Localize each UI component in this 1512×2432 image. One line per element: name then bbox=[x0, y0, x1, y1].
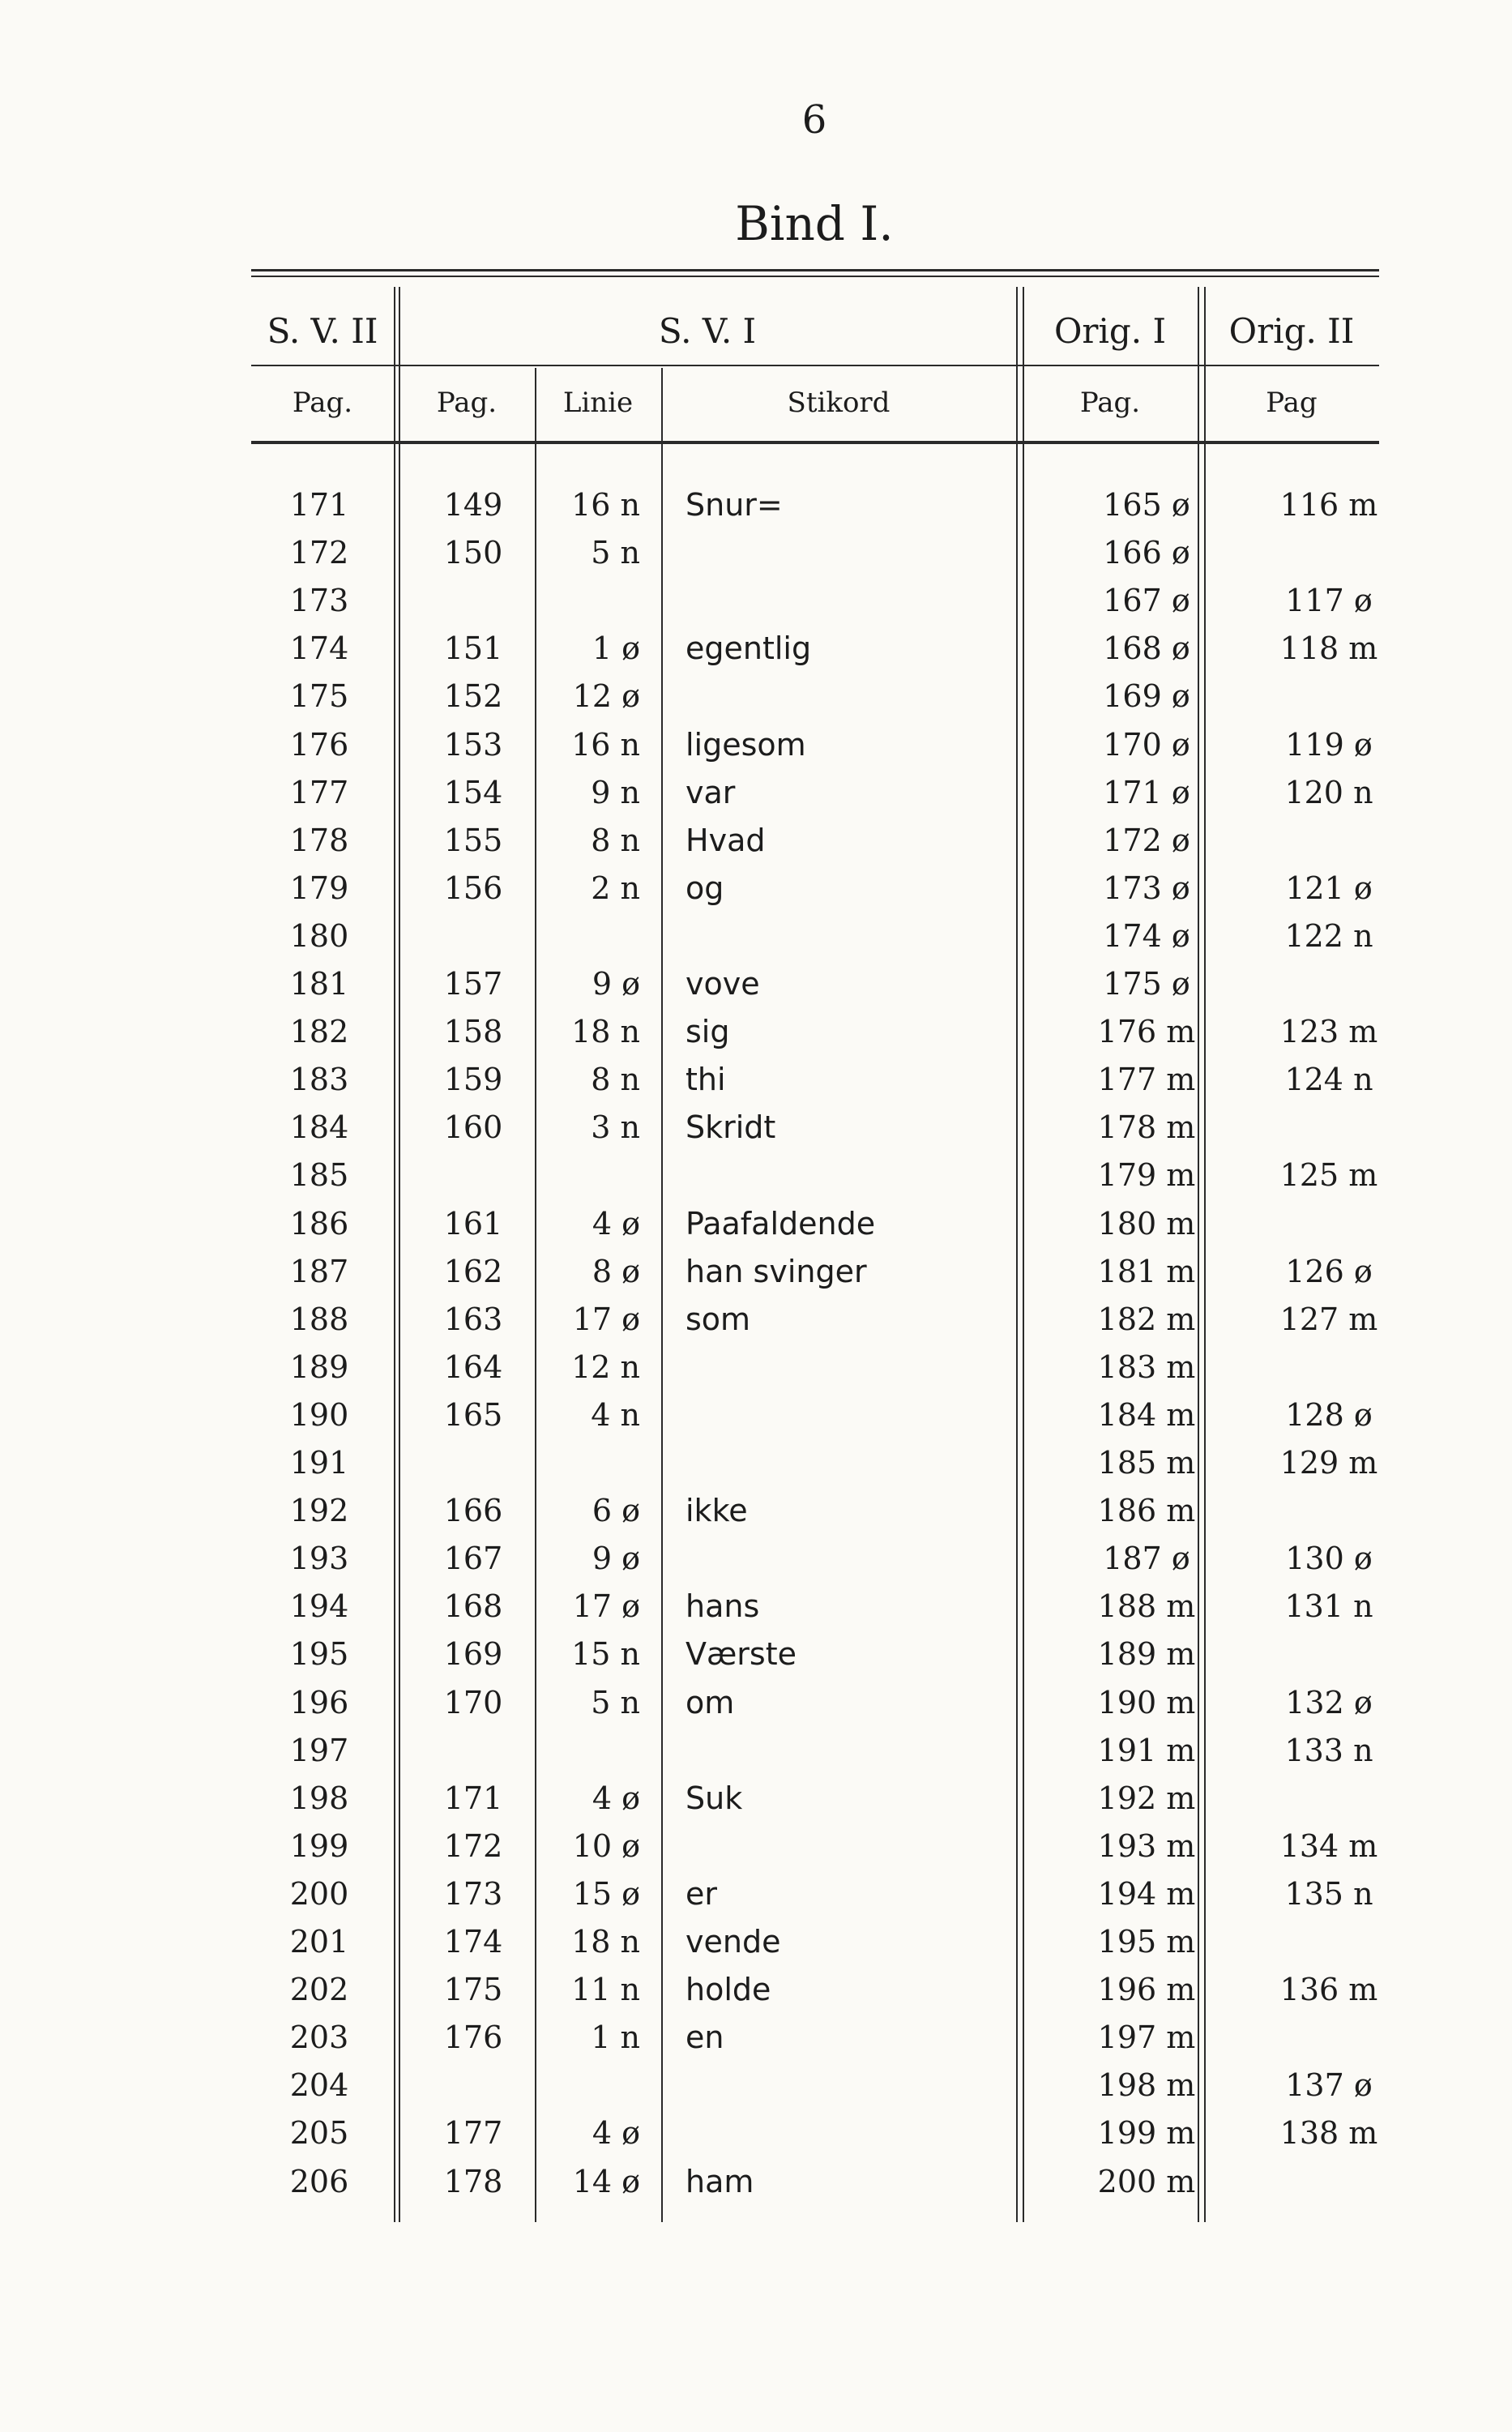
sv2-page-cell: 181 bbox=[289, 966, 349, 1002]
sv2-page-cell: 171 bbox=[289, 487, 349, 523]
orig1-page-cell: 194 m bbox=[1097, 1875, 1196, 1912]
keyword-cell: Hvad bbox=[686, 822, 766, 858]
sv1-page-cell: 160 bbox=[443, 1109, 503, 1146]
sv1-page-cell: 149 bbox=[443, 487, 503, 523]
orig2-page-cell: 118 m bbox=[1279, 630, 1378, 667]
sv2-page-cell: 205 bbox=[289, 2115, 349, 2152]
orig1-page-cell: 187 ø bbox=[1103, 1541, 1190, 1577]
orig2-page-cell: 135 n bbox=[1284, 1875, 1373, 1912]
sv1-page-cell: 165 bbox=[443, 1396, 503, 1433]
sv1-page-cell: 172 bbox=[443, 1827, 503, 1864]
sv2-page-cell: 177 bbox=[289, 774, 349, 810]
keyword-cell: vove bbox=[686, 966, 760, 1002]
orig2-page-cell: 133 n bbox=[1284, 1732, 1373, 1768]
table-row bbox=[251, 1056, 1379, 1104]
orig2-page-cell: 134 m bbox=[1279, 1827, 1378, 1864]
keyword-cell: som bbox=[686, 1301, 751, 1337]
keyword-cell: vende bbox=[686, 1924, 781, 1960]
line-cell: 17 ø bbox=[572, 1588, 640, 1625]
table-row bbox=[251, 1535, 1379, 1583]
orig1-page-cell: 196 m bbox=[1097, 1972, 1196, 2008]
orig1-page-cell: 189 m bbox=[1097, 1636, 1196, 1673]
keyword-cell: ikke bbox=[686, 1493, 748, 1529]
table-row bbox=[251, 1727, 1379, 1775]
sv2-page-cell: 180 bbox=[289, 917, 349, 954]
sv1-page-cell: 168 bbox=[443, 1588, 503, 1625]
orig2-page-cell: 131 n bbox=[1284, 1588, 1373, 1625]
table-row bbox=[251, 817, 1379, 865]
line-cell: 1 ø bbox=[592, 630, 640, 667]
orig1-page-cell: 175 ø bbox=[1103, 966, 1190, 1002]
line-cell: 15 ø bbox=[572, 1875, 640, 1912]
line-cell: 11 n bbox=[571, 1972, 640, 2008]
orig1-page-cell: 167 ø bbox=[1103, 583, 1190, 619]
sv2-page-cell: 186 bbox=[289, 1205, 349, 1242]
keyword-cell: Paafaldende bbox=[686, 1205, 876, 1242]
keyword-cell: sig bbox=[686, 1014, 730, 1050]
orig1-page-cell: 173 ø bbox=[1103, 870, 1190, 906]
orig2-page-cell: 138 m bbox=[1279, 2115, 1378, 2152]
sv2-page-cell: 203 bbox=[289, 2020, 349, 2056]
keyword-cell: Suk bbox=[686, 1780, 743, 1816]
sv1-page-cell: 175 bbox=[443, 1972, 503, 2008]
sv2-page-cell: 196 bbox=[289, 1684, 349, 1720]
orig1-page-cell: 192 m bbox=[1097, 1780, 1196, 1816]
table-row bbox=[251, 577, 1379, 625]
column-header: Pag. bbox=[1079, 387, 1141, 419]
line-cell: 15 n bbox=[571, 1636, 640, 1673]
line-cell: 16 n bbox=[571, 726, 640, 763]
orig1-page-cell: 166 ø bbox=[1103, 535, 1190, 571]
table-row bbox=[251, 1152, 1379, 1199]
keyword-cell: ham bbox=[686, 2163, 754, 2199]
sv2-page-cell: 174 bbox=[289, 630, 349, 667]
table-row bbox=[251, 1296, 1379, 1344]
orig2-page-cell: 121 ø bbox=[1285, 870, 1373, 906]
sv2-page-cell: 188 bbox=[289, 1301, 349, 1337]
table-row bbox=[251, 1631, 1379, 1678]
sv2-page-cell: 183 bbox=[289, 1062, 349, 1098]
table-row bbox=[251, 673, 1379, 720]
sv2-page-cell: 176 bbox=[289, 726, 349, 763]
sv1-page-cell: 173 bbox=[443, 1875, 503, 1912]
table-row bbox=[251, 1248, 1379, 1296]
table-row bbox=[251, 1344, 1379, 1391]
line-cell: 2 n bbox=[591, 870, 640, 906]
group-header: Orig. II bbox=[1228, 311, 1355, 351]
line-cell: 8 ø bbox=[592, 1253, 640, 1289]
orig2-page-cell: 130 ø bbox=[1285, 1541, 1373, 1577]
table-row bbox=[251, 1823, 1379, 1870]
header-divider-rule bbox=[251, 365, 1379, 366]
orig1-page-cell: 170 ø bbox=[1103, 726, 1190, 763]
orig1-page-cell: 180 m bbox=[1097, 1205, 1196, 1242]
sv1-page-cell: 156 bbox=[443, 870, 503, 906]
orig2-page-cell: 136 m bbox=[1279, 1972, 1378, 2008]
concordance-table bbox=[251, 269, 1379, 2222]
sv2-page-cell: 185 bbox=[289, 1157, 349, 1194]
keyword-cell: han svinger bbox=[686, 1253, 867, 1289]
table-row bbox=[251, 1391, 1379, 1439]
keyword-cell: en bbox=[686, 2020, 724, 2056]
orig1-page-cell: 165 ø bbox=[1103, 487, 1190, 523]
table-row bbox=[251, 1679, 1379, 1727]
sv2-page-cell: 179 bbox=[289, 870, 349, 906]
table-row bbox=[251, 481, 1379, 529]
line-cell: 12 ø bbox=[572, 678, 640, 715]
sv1-page-cell: 151 bbox=[443, 630, 503, 667]
column-header: Pag. bbox=[292, 387, 353, 419]
sv2-page-cell: 187 bbox=[289, 1253, 349, 1289]
sv2-page-cell: 206 bbox=[289, 2163, 349, 2199]
orig1-page-cell: 182 m bbox=[1097, 1301, 1196, 1337]
group-header: S. V. II bbox=[267, 311, 378, 351]
sv2-page-cell: 192 bbox=[289, 1493, 349, 1529]
sv2-page-cell: 173 bbox=[289, 583, 349, 619]
column-header: Stikord bbox=[787, 387, 891, 419]
orig1-page-cell: 174 ø bbox=[1103, 917, 1190, 954]
orig1-page-cell: 183 m bbox=[1097, 1348, 1196, 1385]
keyword-cell: var bbox=[686, 774, 736, 810]
orig2-page-cell: 122 n bbox=[1284, 917, 1373, 954]
sv2-page-cell: 178 bbox=[289, 822, 349, 858]
orig2-page-cell: 137 ø bbox=[1285, 2067, 1373, 2104]
orig1-page-cell: 171 ø bbox=[1103, 774, 1190, 810]
orig1-page-cell: 193 m bbox=[1097, 1827, 1196, 1864]
line-cell: 9 ø bbox=[592, 1541, 640, 1577]
table-row bbox=[251, 1008, 1379, 1056]
group-header: Orig. I bbox=[1053, 311, 1167, 351]
table-row bbox=[251, 960, 1379, 1008]
sv1-page-cell: 169 bbox=[443, 1636, 503, 1673]
orig1-page-cell: 185 m bbox=[1097, 1445, 1196, 1481]
sv1-page-cell: 150 bbox=[443, 535, 503, 571]
line-cell: 18 n bbox=[571, 1924, 640, 1960]
sv1-page-cell: 158 bbox=[443, 1014, 503, 1050]
orig2-page-cell: 128 ø bbox=[1285, 1396, 1373, 1433]
orig1-page-cell: 198 m bbox=[1097, 2067, 1196, 2104]
table-row bbox=[251, 865, 1379, 913]
orig2-page-cell: 120 n bbox=[1284, 774, 1373, 810]
sv2-page-cell: 175 bbox=[289, 678, 349, 715]
table-row bbox=[251, 1870, 1379, 1918]
table-row bbox=[251, 625, 1379, 673]
table-row bbox=[251, 2062, 1379, 2109]
orig1-page-cell: 186 m bbox=[1097, 1493, 1196, 1529]
line-cell: 14 ø bbox=[572, 2163, 640, 2199]
keyword-cell: om bbox=[686, 1684, 735, 1720]
orig2-page-cell: 127 m bbox=[1279, 1301, 1378, 1337]
group-header: S. V. I bbox=[658, 311, 757, 351]
page-number: 6 bbox=[801, 97, 827, 143]
sv2-page-cell: 184 bbox=[289, 1109, 349, 1146]
table-row bbox=[251, 1966, 1379, 2014]
orig1-page-cell: 191 m bbox=[1097, 1732, 1196, 1768]
orig2-page-cell: 123 m bbox=[1279, 1014, 1378, 1050]
table-row bbox=[251, 721, 1379, 769]
table-top-rule-thin bbox=[251, 276, 1379, 277]
column-header: Pag bbox=[1266, 387, 1318, 419]
orig1-page-cell: 200 m bbox=[1097, 2163, 1196, 2199]
column-header: Linie bbox=[562, 387, 634, 419]
sv2-page-cell: 189 bbox=[289, 1348, 349, 1385]
keyword-cell: og bbox=[686, 870, 724, 906]
table-row bbox=[251, 1775, 1379, 1823]
orig1-page-cell: 199 m bbox=[1097, 2115, 1196, 2152]
keyword-cell: Snur= bbox=[686, 487, 783, 523]
orig2-page-cell: 125 m bbox=[1279, 1157, 1378, 1194]
sv2-page-cell: 194 bbox=[289, 1588, 349, 1625]
orig1-page-cell: 181 m bbox=[1097, 1253, 1196, 1289]
sv1-page-cell: 177 bbox=[443, 2115, 503, 2152]
keyword-cell: thi bbox=[686, 1062, 726, 1098]
keyword-cell: Værste bbox=[686, 1636, 797, 1673]
line-cell: 8 n bbox=[591, 822, 640, 858]
table-row bbox=[251, 1583, 1379, 1631]
line-cell: 16 n bbox=[571, 487, 640, 523]
volume-title: Bind I. bbox=[735, 196, 894, 251]
orig2-page-cell: 119 ø bbox=[1285, 726, 1373, 763]
table-row bbox=[251, 1918, 1379, 1966]
line-cell: 9 n bbox=[591, 774, 640, 810]
orig1-page-cell: 195 m bbox=[1097, 1924, 1196, 1960]
sv2-page-cell: 201 bbox=[289, 1924, 349, 1960]
sv2-page-cell: 198 bbox=[289, 1780, 349, 1816]
sv2-page-cell: 200 bbox=[289, 1875, 349, 1912]
sv1-page-cell: 157 bbox=[443, 966, 503, 1002]
line-cell: 18 n bbox=[571, 1014, 640, 1050]
line-cell: 5 n bbox=[591, 535, 640, 571]
sv2-page-cell: 199 bbox=[289, 1827, 349, 1864]
table-row bbox=[251, 769, 1379, 817]
table-row bbox=[251, 1104, 1379, 1152]
line-cell: 6 ø bbox=[592, 1493, 640, 1529]
sv1-page-cell: 170 bbox=[443, 1684, 503, 1720]
table-row bbox=[251, 2158, 1379, 2206]
sv1-page-cell: 164 bbox=[443, 1348, 503, 1385]
sv1-page-cell: 154 bbox=[443, 774, 503, 810]
orig1-page-cell: 168 ø bbox=[1103, 630, 1190, 667]
sv1-page-cell: 174 bbox=[443, 1924, 503, 1960]
line-cell: 12 n bbox=[571, 1348, 640, 1385]
sv2-page-cell: 191 bbox=[289, 1445, 349, 1481]
line-cell: 4 ø bbox=[592, 1205, 640, 1242]
line-cell: 17 ø bbox=[572, 1301, 640, 1337]
keyword-cell: er bbox=[686, 1875, 718, 1912]
orig1-page-cell: 169 ø bbox=[1103, 678, 1190, 715]
keyword-cell: egentlig bbox=[686, 630, 812, 667]
sv2-page-cell: 197 bbox=[289, 1732, 349, 1768]
line-cell: 8 n bbox=[591, 1062, 640, 1098]
line-cell: 3 n bbox=[591, 1109, 640, 1146]
orig1-page-cell: 197 m bbox=[1097, 2020, 1196, 2056]
table-top-rule bbox=[251, 269, 1379, 271]
orig1-page-cell: 178 m bbox=[1097, 1109, 1196, 1146]
table-row bbox=[251, 2014, 1379, 2062]
sv2-page-cell: 202 bbox=[289, 1972, 349, 2008]
orig2-page-cell: 117 ø bbox=[1285, 583, 1373, 619]
table-row bbox=[251, 1439, 1379, 1487]
keyword-cell: hans bbox=[686, 1588, 760, 1625]
orig1-page-cell: 176 m bbox=[1097, 1014, 1196, 1050]
line-cell: 5 n bbox=[591, 1684, 640, 1720]
sv1-page-cell: 171 bbox=[443, 1780, 503, 1816]
table-row bbox=[251, 529, 1379, 577]
keyword-cell: holde bbox=[686, 1972, 771, 2008]
keyword-cell: Skridt bbox=[686, 1109, 776, 1146]
sv1-page-cell: 159 bbox=[443, 1062, 503, 1098]
sv1-page-cell: 153 bbox=[443, 726, 503, 763]
orig2-page-cell: 132 ø bbox=[1285, 1684, 1373, 1720]
sv2-page-cell: 193 bbox=[289, 1541, 349, 1577]
orig1-page-cell: 172 ø bbox=[1103, 822, 1190, 858]
orig2-page-cell: 129 m bbox=[1279, 1445, 1378, 1481]
sv1-page-cell: 161 bbox=[443, 1205, 503, 1242]
header-bottom-rule bbox=[251, 441, 1379, 444]
sv2-page-cell: 195 bbox=[289, 1636, 349, 1673]
sv1-page-cell: 162 bbox=[443, 1253, 503, 1289]
orig2-page-cell: 126 ø bbox=[1285, 1253, 1373, 1289]
sv1-page-cell: 166 bbox=[443, 1493, 503, 1529]
line-cell: 1 n bbox=[591, 2020, 640, 2056]
orig2-page-cell: 124 n bbox=[1284, 1062, 1373, 1098]
line-cell: 4 ø bbox=[592, 1780, 640, 1816]
sv2-page-cell: 190 bbox=[289, 1396, 349, 1433]
sv1-page-cell: 176 bbox=[443, 2020, 503, 2056]
sv1-page-cell: 167 bbox=[443, 1541, 503, 1577]
sv1-page-cell: 178 bbox=[443, 2163, 503, 2199]
orig1-page-cell: 184 m bbox=[1097, 1396, 1196, 1433]
sv2-page-cell: 172 bbox=[289, 535, 349, 571]
sv1-page-cell: 155 bbox=[443, 822, 503, 858]
sv2-page-cell: 182 bbox=[289, 1014, 349, 1050]
sv1-page-cell: 163 bbox=[443, 1301, 503, 1337]
orig1-page-cell: 188 m bbox=[1097, 1588, 1196, 1625]
table-row bbox=[251, 1487, 1379, 1535]
line-cell: 4 ø bbox=[592, 2115, 640, 2152]
line-cell: 4 n bbox=[591, 1396, 640, 1433]
orig1-page-cell: 179 m bbox=[1097, 1157, 1196, 1194]
column-header: Pag. bbox=[436, 387, 498, 419]
line-cell: 10 ø bbox=[572, 1827, 640, 1864]
orig1-page-cell: 177 m bbox=[1097, 1062, 1196, 1098]
sv2-page-cell: 204 bbox=[289, 2067, 349, 2104]
table-row bbox=[251, 913, 1379, 960]
table-row bbox=[251, 2109, 1379, 2157]
line-cell: 9 ø bbox=[592, 966, 640, 1002]
sv1-page-cell: 152 bbox=[443, 678, 503, 715]
keyword-cell: ligesom bbox=[686, 726, 806, 763]
orig1-page-cell: 190 m bbox=[1097, 1684, 1196, 1720]
table-row bbox=[251, 1200, 1379, 1248]
orig2-page-cell: 116 m bbox=[1279, 487, 1378, 523]
